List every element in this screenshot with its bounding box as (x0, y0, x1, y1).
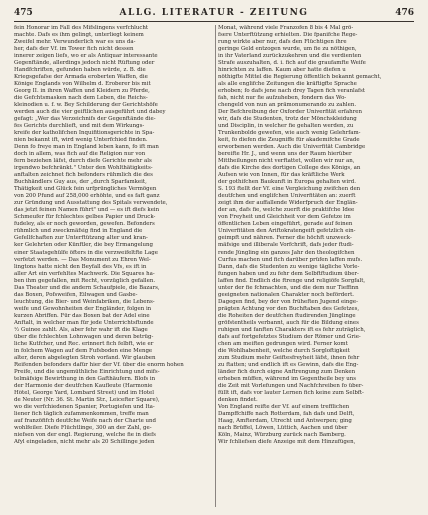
text-line: kleinodien u. f. w. Bey Schilderung der Gerichtshöfe (14, 102, 158, 109)
text-line: zeigt ihm der auffallende Widerfpruch der Englän- (218, 200, 358, 207)
text-line: Dann, dafs die Studenten zu wenige tägliche Vorle- (218, 263, 360, 270)
text-line: füllt ift, dafs vor lauter Lernen fich keine zum Selbft- (218, 389, 364, 396)
text-line: öffentlichen Leben eingeführt, gerade auf feinen (218, 221, 353, 228)
text-line: Georg II. in ihren Waffen und Kleidern zu Pferde, (14, 88, 150, 95)
page-number-right: 476 (395, 8, 414, 18)
text-line: innerer zeigen liefs, wo er als Antiquar interessante (14, 53, 158, 60)
text-line: laffen find. Endlich die ftrenge und religiöfe Sorgfalt, (218, 277, 366, 284)
text-line: erworbenen werden. Auch die Univerfität Cambridge (218, 144, 366, 151)
text-line: einer Staatsgehülfe öfters in die verzweifeltfte Lage (14, 249, 158, 256)
text-line: geringe Geld entzogen wurde, um fie zu nöthigen, (218, 46, 357, 53)
text-line: fah, nicht nur fie aufzuheben, fondern das Wo- (218, 95, 347, 102)
text-line: weife und Gewohnheiten der Engländer, folgen in (14, 305, 152, 312)
text-line: Könige Englands von Wilhelm d. Eroberer bis mit (14, 81, 151, 88)
text-line: ½ Guinee zahlt. Als, aber fehr wahr ift die Klage (14, 326, 148, 333)
text-line: Der Befchreibung der Oxforder Univerfität erfahren (218, 109, 362, 116)
text-line: Gegenftände, allerdings jedoch nicht Rüftung oder (14, 60, 155, 67)
text-line: von 200 Pfund auf 258,000 erhöhte, und es faft ganz (14, 193, 160, 200)
text-line: Köln, Mainz, Würzburg zurück nach Bamberg. (218, 431, 346, 438)
text-line: alter, deren abgelegten Stroh vorfand. Wir glauben (14, 354, 156, 361)
text-line: prägten Achtung vor den Buchftaben des Gefetzes, (218, 305, 360, 312)
text-line: in folchem Wagen auf dem Fufsboden eine Menge (14, 347, 153, 354)
text-line: fungen haben und zu fehr dem Selbftftudium über- (218, 270, 359, 277)
text-line: fein Honorar im Fall des Mifslingens verfchlucht (14, 25, 149, 31)
text-line: das Boxen, Pofsweifen, Eilwagen und Gasbe- (14, 291, 138, 298)
text-line: Das Theater und die andern Schaufpiele, die Bazars, (14, 284, 160, 291)
text-line: Von England reifte der Vf. auf einem trefflichen (218, 403, 350, 410)
text-line: und Disciplin, in welcher fie gehalten werden, zu (218, 123, 354, 130)
text-line: zu ftatten; und endlich ift es Gewinn, dafs die Eng- (218, 361, 359, 368)
text-line: leuchtung, die Bier- und Weinfabriken, die Lebens- (14, 298, 155, 305)
text-line: deutfchen und englifchen Univerfitäten an: zuerft (218, 193, 356, 200)
text-line: nach Brüffel, Löwen, Lüttich, Aachen und über (218, 424, 348, 431)
text-line: nien bekannt ift, wird wenig Unterfchied finden. (14, 137, 148, 144)
text-line: Preife, und die ungemüthliche Einrichtung und mifs- (14, 368, 160, 375)
text-line: erhoben; fo dafs jene nach drey Tagen fich veranlafst (218, 88, 365, 95)
text-line: her, dafs der Vf. im Tower fich nicht dessen (14, 46, 134, 53)
text-line: Gefellfchaften zur Unterftützung alter und kran- (14, 235, 148, 242)
text-line: anftalten zeichnet fich befonders rühmlich die des (14, 172, 153, 179)
text-line: kurzen Abriffen. Für das Boxen bat der Adel eine (14, 312, 150, 319)
text-line: fes Gerichts durchlieft, und mit dem Wirkungs- (14, 123, 145, 130)
text-line: Wir fchliefsen diefe Anzeige mit dem Hinzufügen, (218, 438, 356, 445)
text-line: fudeley, als er noch geworden, gewefen. Befonders (14, 221, 155, 228)
text-line: das jetzt feinen Namen führt" und — es ift diefs kein (14, 207, 160, 214)
text-line: wohlfeiler. Diefe Flüchtlinge, 300 an der Zahl, ge- (14, 424, 152, 431)
text-line: irgendwo befchränkt." Unter den Wohlthätigkeits- (14, 165, 153, 172)
text-line: Curfus machen und fich darüber prüfen laffen mufs. (218, 256, 363, 263)
text-line: fsere Unterftützung erhielten. Die fpanifche Rege- (218, 32, 358, 39)
text-line: Buchhändlers Guy aus, der „durch Sparfamkeit, (14, 179, 147, 186)
text-line: die Zeit mit Vorlefungen und Nachfchreiben fo über- (218, 382, 364, 389)
text-line: wir, dafs die Studenten, trotz der Mönchskleidung (218, 116, 357, 123)
text-line: die Roheiten der deutfchen ftudirenden Jünglinge (218, 312, 356, 319)
text-line: lingtons hatte nicht den Beyfall des Vfs, es ift in (14, 263, 147, 270)
text-line: Afyl eingeladen, nicht mehr als 20 Schillinge jeden (14, 438, 155, 445)
text-line: rende Jüngling ein ganzes Jahr den theologifchen (218, 249, 355, 256)
text-line: Reifenden befonders dafür hier der Vf. über die enorm hohen (14, 361, 184, 368)
text-line: denken findet. (218, 396, 258, 403)
text-line: Schmeufer für fchlechtes gelbes Papier und Druck- (14, 214, 156, 221)
text-line: der an, dafs fie, welche zuerft die praktifche Idee (218, 207, 355, 214)
text-line: der Harmonie der deutfchen Kaufleute (Harmonie (14, 382, 153, 389)
text-line: chen am meiften gedrungen wird. Ferner komt (218, 340, 348, 347)
running-header (14, 6, 414, 20)
text-line: dafs auf fortgefetztes Studium der Römer und Grie- (218, 333, 361, 340)
text-line: liche Kutfcher, und Rec. erinnert fich felbft, wie er (14, 340, 154, 347)
text-line: Denn fo freye man in England leben kann, fo ift man (14, 144, 159, 151)
text-line: bereifte Hr. J., und wenn uns der Raum hierüber (218, 151, 352, 158)
text-line: S. 193 ftellt der Vf. eine Vergleichung zwifchen den (218, 186, 361, 193)
text-line: als alle englifche Zeitungen die kräftigfte Sprache (218, 81, 357, 88)
text-line: über die fchlechten Lohnwagen und deren betrüg- (14, 333, 154, 340)
text-line: mäfsige und illiberale Vorfchrift, dafs jeder ftudi- (218, 242, 354, 249)
text-line: wo die verfchiedenen Spanier, Portugiefen und Ita- (14, 403, 155, 410)
text-line: von Freyheit und Gleichheit vor dem Gefetze im (218, 214, 351, 221)
text-line: ker Gelehrten oder Künftler, die bey Ermangelung (14, 242, 154, 249)
text-line: gröfstentheils verbannt, auch für die Bildung eines (218, 319, 359, 326)
text-line: Haag, Amfterdam, Utrecht und Antwerpen; ging (218, 417, 352, 424)
page-number-left: 475 (14, 8, 33, 18)
text-line: machte. Dafs es ihm gelingt, unterliegt keinem (14, 32, 144, 39)
text-line: werden auch die vier geiftlichen ausgeführt und dabey (14, 109, 166, 116)
text-line: Mittheilungen nicht verftattet, wollen wir nur an, (218, 158, 355, 165)
text-line: gefagt: „Wer das Verzeichnifs der Gegenftände die- (14, 116, 156, 123)
text-line: Trunkenbolde gewefen, wie auch wenig Gelehrfam- (218, 130, 361, 137)
text-line: Kriegsgefafse der Armada eroberten Waffen, die (14, 74, 148, 81)
text-line: Thätigkeit und Glück fein urfprüngliches Vermögen (14, 186, 157, 193)
text-line: Handfchriften, gefunden haben würde, z. B. die (14, 67, 146, 74)
column-divider (215, 25, 216, 507)
text-line: dafs die Kirche des dortigen College des Königs, an (218, 165, 361, 172)
text-line: geimpft und nähren. Ferner die höchft unzweck- (218, 235, 352, 242)
header-rule (14, 21, 414, 22)
text-line: Hôtel, George Yard, Lombard Street) und im Hotel (14, 389, 154, 396)
text-line: geeigneten nationalen Charakter noch befördert. (218, 291, 354, 298)
left-column (14, 25, 210, 507)
text-line: Zweifel mehr. Verwunderlich war es uns da- (14, 39, 136, 46)
text-line: de Neuter (Nr. 36. St. Martin Str., Leicefter Square), (14, 396, 160, 403)
text-line: keit, fo diefen die Zeugniffe für akademifche Grade (218, 137, 360, 144)
text-line: kreife der katholifchen Inquifitionsgerichte in Spa- (14, 130, 155, 137)
text-line: die Gefchtsmasken nach dem Leben, die Reichs- (14, 95, 148, 102)
text-line: Dagegen find, bey der von früheften Jugend einge- (218, 298, 358, 305)
text-line: erheben müffen, während im Gegentheile bey uns (218, 375, 357, 382)
text-line: Anftalt, in welcher man für jede Unterrichtsftunde (14, 319, 154, 326)
text-line: telmäfsige Bewirthung in den Gafthäufern. Blofs in (14, 375, 156, 382)
text-line: ben ihm gegefallen, mit Recht, vorzüglich gefallen. (14, 277, 156, 284)
text-line: Monat, während viele Franzofen 8 bis 4 Mal grö- (218, 25, 354, 31)
text-line: nöthigfte Mittel die Regierung öffentlich bekannt gemacht, (218, 74, 382, 81)
text-line: unter der fie fchmachten, und die dem nur Tieffinn (218, 284, 359, 291)
text-line: die Wohlhabenheit, welche durch Sorgloftigkeit (218, 347, 350, 354)
journal-title: ALLG. LITERATUR - ZEITUNG (119, 8, 309, 18)
text-line: der gothifchen Baukunft in Europa gehalten wird. (218, 179, 356, 186)
text-line: auf franzöfifch deutfche Weife nach der Charte und (14, 417, 157, 424)
text-line: liener fich täglich zufammenkommen, treffe man (14, 410, 149, 417)
text-line: Univerfitäten den Ariftokratengeift gefetzlich ein- (218, 228, 356, 235)
text-line: Aufsen wie von Innen, für das kräftliche Werk (218, 172, 345, 179)
text-line: aller Art ein verfehltes Machwerk. Die Squares ha- (14, 270, 155, 277)
text-line: in ihr Vaterland zurückzukehren und die verdienten (218, 53, 362, 60)
text-line: zum Studium mehr Geiftesfreyheit läfst, ihnen fehr (218, 354, 360, 361)
text-line: länder fich durch eigne Anftrengung zum Denken (218, 368, 356, 375)
text-line: verfetzt werden. — Das Monument zu Ehren Wel- (14, 256, 151, 263)
text-line: rühmlich und zweckmäfsig find in England die (14, 228, 143, 235)
text-line: Strafe auszuhalten, d. i. fich auf die graufamfte Weife (218, 60, 366, 67)
text-line: fern beziehen läfst, durch diefe Gerichte mehr als (14, 158, 152, 165)
text-line: hinrichten zu laffen. Kaum aber hatte diefen u (218, 67, 346, 74)
right-column (218, 25, 414, 507)
text-line: zur Gründung und Ausstattung des Spitals verwendete, (14, 200, 168, 207)
text-line: rung wirkte aber nur, dafs den Flüchtigen ihre (218, 39, 347, 46)
text-line: doch in allem, was fich auf die Religion nur von (14, 151, 146, 158)
text-line: Dampffchiffe nach Rotterdam, fah dafs und Delft, (218, 410, 355, 417)
text-line: chengeld von nun an prämonumerando zu zahlen. (218, 102, 357, 109)
text-line: ruhigen und fanften Charakters ift es fehr zuträglich, (218, 326, 366, 333)
text-line: niefsen von der engl. Regierung, welche fie in diefs (14, 431, 156, 438)
